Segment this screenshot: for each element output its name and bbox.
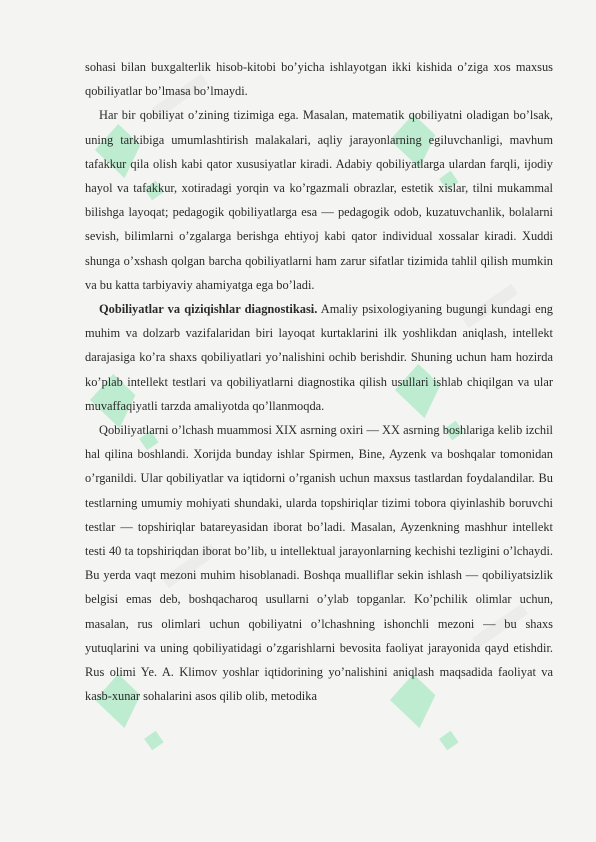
paragraph-3 (85, 297, 553, 418)
paragraph-1 (85, 55, 553, 103)
paragraph-2-text: Har bir qobiliyat o’zining tizimiga ega. Masalan, matematik qobiliyatni oladigan bo’lsak, uning tarkibiga umumlashtirish malakalari, aqliy jarayonlarning egiluvchanligi, mavhum tafakkur qila olish kabi qator xususiyatlar kiradi. Adabiy qobiliyatlarga ulardan farqli, ijodiy hayol va tafakkur, xotiradagi yorqin va ko’rgazmali obrazlar, estetik xislar, tilni mukammal bilishga layoqat; pedagogik qobiliyatlarga esa — pedagogik odob, kuzatuvchanlik, bolalarni sevish, bilimlarni o’zgalarga berishga ehtiyoj kabi qator individual xossalar kiradi. Xuddi shunga o’xshash qolgan barcha qobiliyatlarni ham zarur sifatlar tizimida tahlil qilish mumkin va bu katta tarbiyaviy ahamiyatga ega bo’ladi. (85, 108, 553, 292)
paragraph-2 (85, 103, 553, 297)
section-heading: Qobiliyatlar va qiziqishlar diagnostikasi. (99, 302, 318, 317)
body-text (85, 55, 553, 708)
paragraph-3-text: Amaliy psixologiyaning bugungi kundagi eng muhim va dolzarb vazifalaridan biri layoqat kurtaklarini ilk yoshlikdan aniqlash, intellekt darajasiga ko’ra shaxs qobiliyatlari yo’nalishini ochib berishdir. Shuning uchun ham hozirda ko’plab intellekt testlari va qobiliyatlarni diagnostika qilish usullari ishlab chiqilgan va ular muvaffaqiyatli tarzda amaliyotda qo’llanmoqda. (85, 302, 553, 413)
paragraph-4-text: Qobiliyatlarni o’lchash muammosi XIX asrning oxiri — XX asrning boshlariga kelib izchil hal qilina boshlandi. Xorijda bunday ishlar Spirmen, Bine, Ayzenk va boshqalar tomonidan o’rganildi. Ular qobiliyatlar va iqtidorni o’rganish uchun maxsus tastlardan foydalandilar. Bu testlarning umumiy mohiyati shundaki, ularda topshiriqlar tizimi tobora qiyinlashib boruvchi testlar — topshiriqlar batareyasidan iborat bo’ladi. Masalan, Ayzenkning mashhur intellekt testi 40 ta topshiriqdan iborat bo’lib, u intellektual jarayonlarning kechishi tezligini o’lchaydi. Bu yerda vaqt mezoni muhim hisoblanadi. Boshqa mualliflar sekin ishlash — qobiliyatsizlik belgisi emas deb, boshqacharoq usullarni o’ylab topganlar. Ko’pchilik olimlar uchun, masalan, rus olimlari uchun qobiliyatni o’lchashning ishonchli mezoni — bu shaxs yutuqlarini va uning qobiliyatidagi o’zgarishlarni bevosita faoliyat jarayonida qayd etishdir. Rus olimi Ye. A. Klimov yoshlar iqtidorining yo’nalishini aniqlash maqsadida faoliyat va kasb-xunar sohalarini asos qilib olib, metodika (85, 423, 553, 704)
paragraph-4 (85, 418, 553, 708)
paragraph-1-text: sohasi bilan buxgalterlik hisob-kitobi bo’yicha ishlayotgan ikki kishida o’ziga xos maxsus qobiliyatlar bo’lmasa bo’lmaydi. (85, 60, 553, 99)
